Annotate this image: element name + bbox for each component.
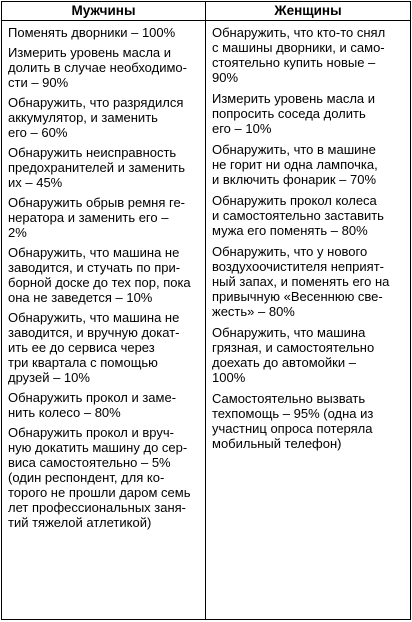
header-row — [2, 2, 411, 21]
men-entry: Обнаружить, что машина не заводится, и стучать по при- борной доске до тех пор, пока она не заведется – 10% — [8, 245, 191, 305]
men-entry: Обнаружить прокол и вруч- ную докатить машину до сер- виса самостоятельно – 5% (один респондент, для ко- торого не прошли даром семь лет профессиональных заня- тий тяжелой атлетикой) — [8, 425, 191, 530]
women-entry: Обнаружить, что в машине не горит ни одна лампочка, и включить фонарик – 70% — [212, 142, 378, 187]
men-entry: Обнаружить, что машина не заводится, и вручную докат- ить ее до сервиса через три квартала с помощью друзей – 10% — [8, 310, 180, 385]
men-entry: Поменять дворники – 100% — [8, 25, 176, 40]
header-women: Женщины — [206, 2, 411, 21]
comparison-table — [1, 1, 411, 620]
content-row — [2, 21, 411, 620]
men-entry: Обнаружить прокол и заме- нить колесо – 80% — [8, 390, 177, 420]
women-entry: Обнаружить, что машина грязная, и самостоятельно доехать до автомойки – 100% — [212, 325, 375, 385]
women-entry: Измерить уровень масла и попросить соседа долить его – 10% — [212, 91, 376, 136]
women-entry: Обнаружить, что кто-то снял с машины дворники, и само- стоятельно купить новые – 90% — [212, 25, 386, 85]
women-entry: Самостоятельно вызвать техпомощь – 95% (одна из участниц опроса потеряла мобильный телефон) — [212, 391, 374, 451]
men-entry: Измерить уровень масла и долить в случае необходимо- сти – 90% — [8, 45, 187, 90]
men-entry: Обнаружить, что разрядился аккумулятор, и заменить его – 60% — [8, 95, 184, 140]
women-entry: Обнаружить прокол колеса и самостоятельно заставить мужа его поменять – 80% — [212, 193, 384, 238]
men-column — [2, 21, 206, 620]
men-entry: Обнаружить неисправность предохранителей и заменить их – 45% — [8, 145, 185, 190]
header-men: Мужчины — [2, 2, 206, 21]
women-column — [206, 21, 411, 620]
women-entry: Обнаружить, что у нового воздухоочистителя неприят- ный запах, и поменять его на привычную «Весеннюю све- жесть» – 80% — [212, 244, 390, 319]
men-entry: Обнаружить обрыв ремня ге- нератора и заменить его – 2% — [8, 195, 186, 240]
